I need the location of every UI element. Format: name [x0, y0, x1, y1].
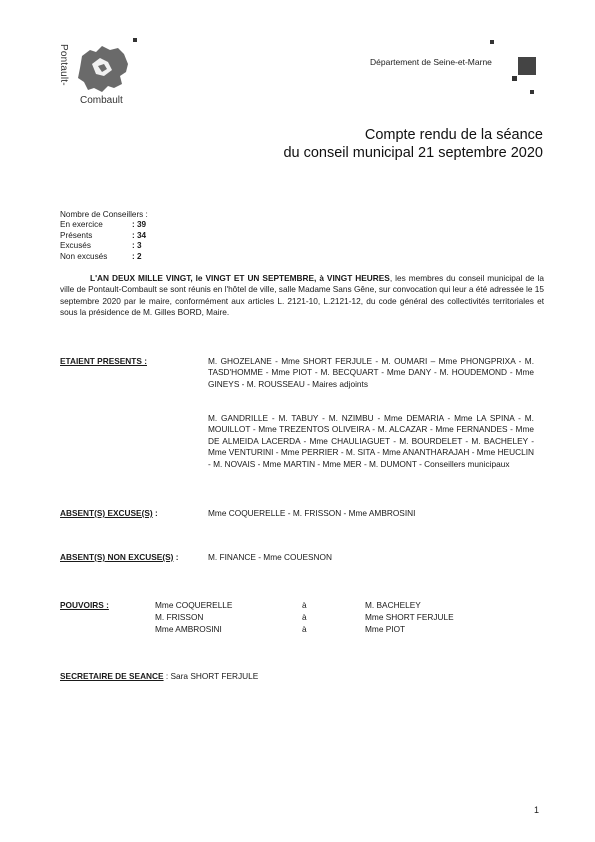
department-name: Département de Seine-et-Marne [370, 57, 492, 67]
header-mark-dot [490, 40, 494, 44]
document-title [283, 126, 543, 162]
page-number: 1 [533, 805, 539, 815]
proxies-label: POUVOIRS : [60, 600, 109, 610]
secretary-name: Sara SHORT FERJULE [170, 671, 259, 681]
count-row: Non excusés : 2 [60, 251, 142, 261]
logo-text-horizontal: Combault [80, 95, 123, 106]
councillor-counts [60, 210, 148, 262]
not-excused-label: ABSENT(S) NON EXCUSE(S) [60, 552, 174, 562]
logo-text-vertical: Pontault- [58, 44, 69, 86]
present-label: ETAIENT PRESENTS : [60, 356, 147, 366]
title-line-1: Compte rendu de la séance [364, 127, 543, 143]
excused-names: Mme COQUERELLE - M. FRISSON - Mme AMBROSINI [208, 508, 416, 518]
excused-section: ABSENT(S) EXCUSE(S) : [60, 508, 158, 518]
count-row: Excusés : 3 [60, 241, 142, 251]
secretary-line: SECRETAIRE DE SEANCE : Sara SHORT FERJULE [60, 671, 259, 681]
header-mark-square [518, 57, 536, 75]
present-conseillers: M. GANDRILLE - M. TABUY - M. NZIMBU - Mme DEMARIA - Mme LA SPINA - M. MOUILLOT - Mme TREZENTOS OLIVEIRA - M. ALCAZAR - Mme FERNANDES - Mme DE ALMEIDA LACERDA - Mme CHAULIAGUET - M. BOURDELET - M. BACHELEY - Mme VENTURINI - Mme PERRIER - M. SITA - Mme ANANTHARAJAH - Mme HEUCLIN - M. NOVAIS - Mme MARTIN - Mme MER - M. DUMONT - Conseillers municipaux [208, 413, 534, 469]
secretary-label: SECRETAIRE DE SEANCE [60, 671, 164, 681]
intro-paragraph [60, 273, 544, 319]
header-mark-dot-3 [530, 90, 534, 94]
logo-dot [133, 38, 137, 42]
counts-heading: Nombre de Conseillers : [60, 210, 148, 219]
intro-lead: L'AN DEUX MILLE VINGT, le VINGT ET UN SEPTEMBRE, à VINGT HEURES [90, 273, 390, 283]
header-mark-dot-2 [512, 76, 517, 81]
city-map-icon [74, 42, 132, 94]
not-excused-section: ABSENT(S) NON EXCUSE(S) : [60, 552, 179, 562]
count-row: Présents : 34 [60, 230, 147, 240]
intro-body: , les membres du conseil municipal de la ville de Pontault-Combault se sont réunis en l'hôtel de ville, salle Madame Sans Gêne, sur convocation qui leur a été adressée le 15 septembre 2020 par le maire, conformément aux articles L. 2121-10, L.2121-12, du code général des collectivités territoriales et sous la présidence de M. Gilles BORD, Maire. [60, 273, 545, 318]
excused-label: ABSENT(S) EXCUSE(S) [60, 508, 153, 518]
present-adjoints: M. GHOZELANE - Mme SHORT FERJULE - M. OUMARI – Mme PHONGPRIXA - M. TASD'HOMME - Mme PIOT - M. BECQUART - Mme DANY - M. HOUDEMOND - Mme GINEYS - M. ROUSSEAU - Maires adjoints [208, 356, 534, 389]
count-row: En exercice : 39 [60, 220, 147, 230]
not-excused-names: M. FINANCE - Mme COUESNON [208, 552, 332, 562]
title-line-2: du conseil municipal 21 septembre 2020 [283, 145, 543, 161]
